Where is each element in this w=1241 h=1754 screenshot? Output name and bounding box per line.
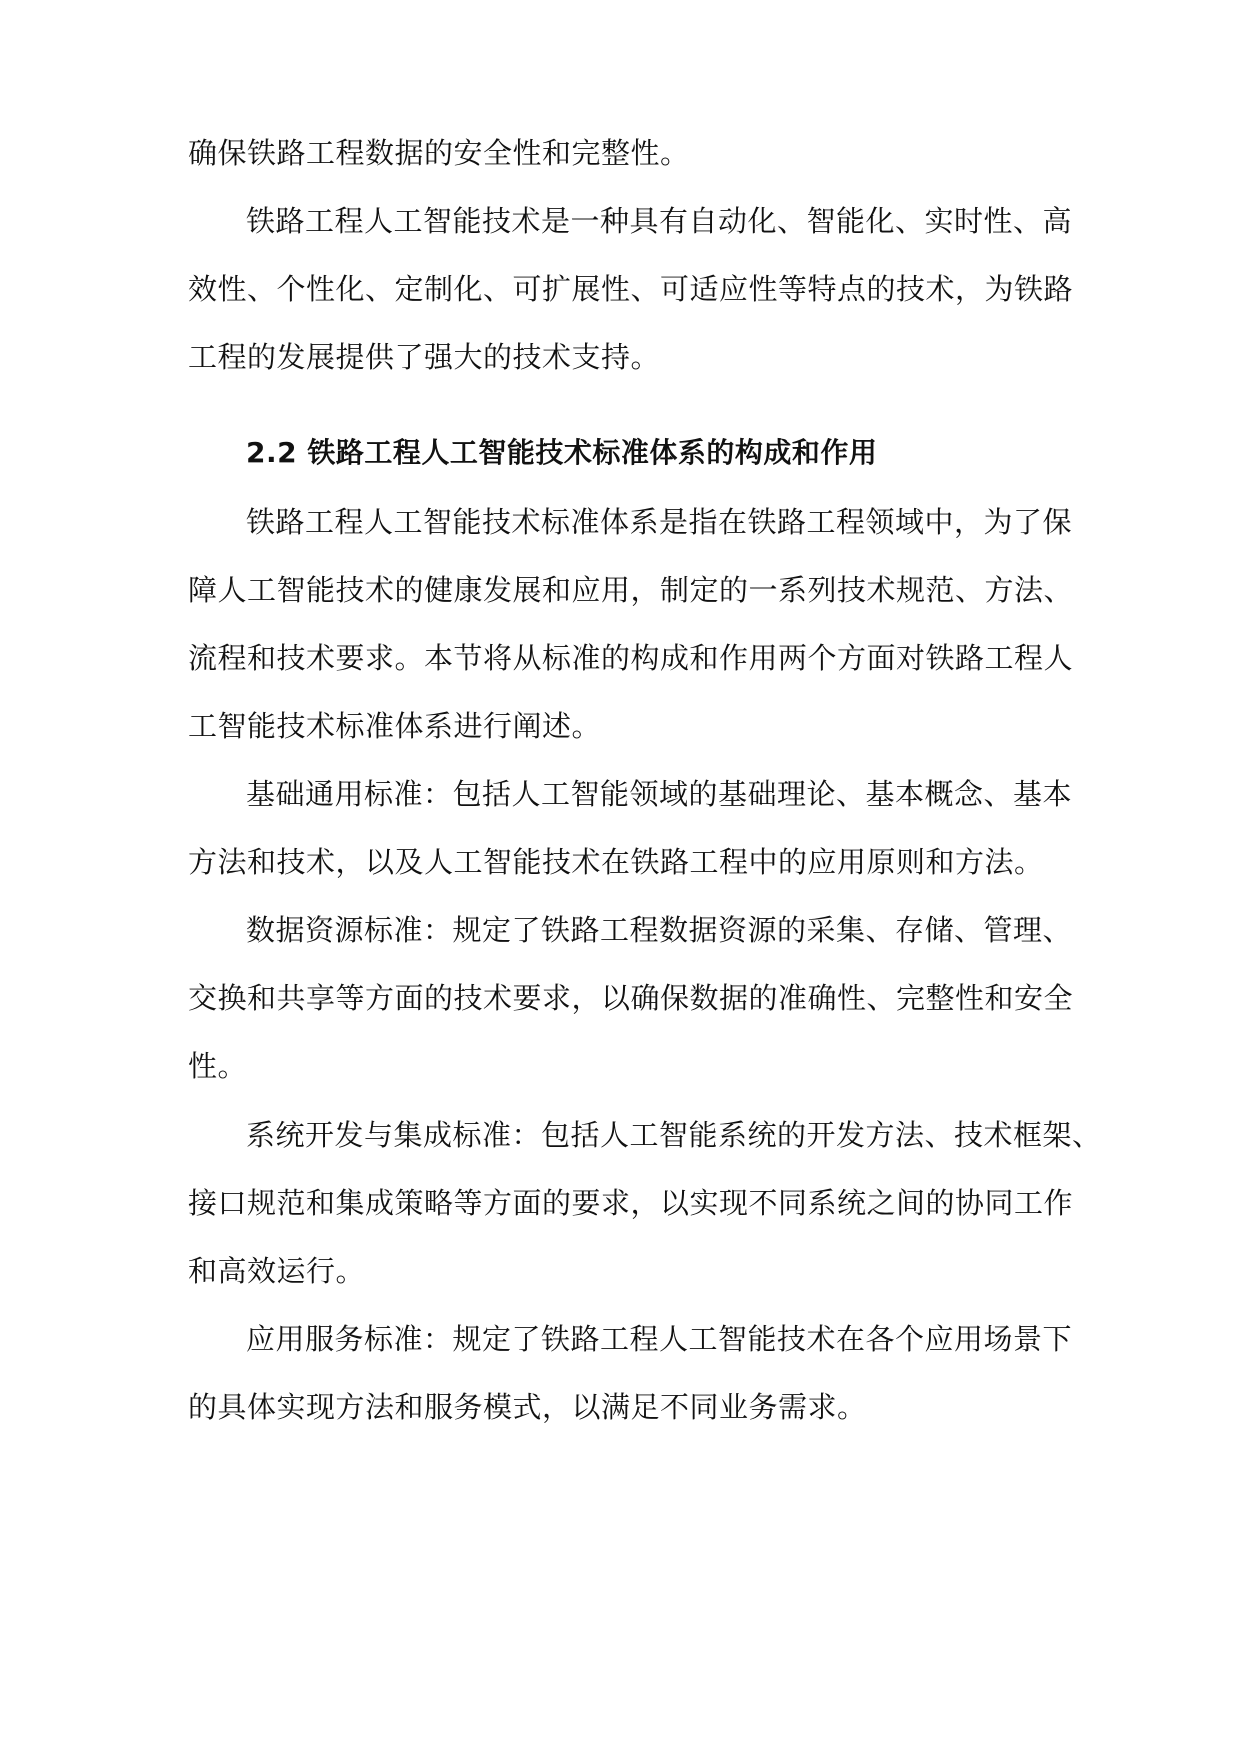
text-line: 的具体实现方法和服务模式，以满足不同业务需求。 <box>188 1390 867 1424</box>
text-line: 性。 <box>188 1049 248 1083</box>
text-line: 铁路工程人工智能技术标准体系是指在铁路工程领域中，为了保 <box>246 505 1073 539</box>
text-line: 接口规范和集成策略等方面的要求，以实现不同系统之间的协同工作 <box>188 1186 1074 1220</box>
text-line: 工智能技术标准体系进行阐述。 <box>188 709 602 743</box>
text-line: 方法和技术，以及人工智能技术在铁路工程中的应用原则和方法。 <box>188 845 1044 879</box>
text-line: 工程的发展提供了强大的技术支持。 <box>188 340 661 374</box>
text-line: 数据资源标准：规定了铁路工程数据资源的采集、存储、管理、 <box>246 913 1073 947</box>
text-line: 交换和共享等方面的技术要求，以确保数据的准确性、完整性和安全 <box>188 981 1074 1015</box>
text-line: 应用服务标准：规定了铁路工程人工智能技术在各个应用场景下 <box>246 1322 1073 1356</box>
text-line: 和高效运行。 <box>188 1254 366 1288</box>
text-line: 效性、个性化、定制化、可扩展性、可适应性等特点的技术，为铁路 <box>188 272 1074 306</box>
text-line: 系统开发与集成标准：包括人工智能系统的开发方法、技术框架、 <box>246 1118 1102 1152</box>
text-line: 铁路工程人工智能技术是一种具有自动化、智能化、实时性、高 <box>246 204 1073 238</box>
text-line: 基础通用标准：包括人工智能领域的基础理论、基本概念、基本 <box>246 777 1073 811</box>
section-heading: 2.2 铁路工程人工智能技术标准体系的构成和作用 <box>246 436 878 469</box>
text-line: 障人工智能技术的健康发展和应用，制定的一系列技术规范、方法、 <box>188 573 1074 607</box>
text-line: 确保铁路工程数据的安全性和完整性。 <box>188 136 690 170</box>
text-line: 流程和技术要求。本节将从标准的构成和作用两个方面对铁路工程人 <box>188 641 1074 675</box>
